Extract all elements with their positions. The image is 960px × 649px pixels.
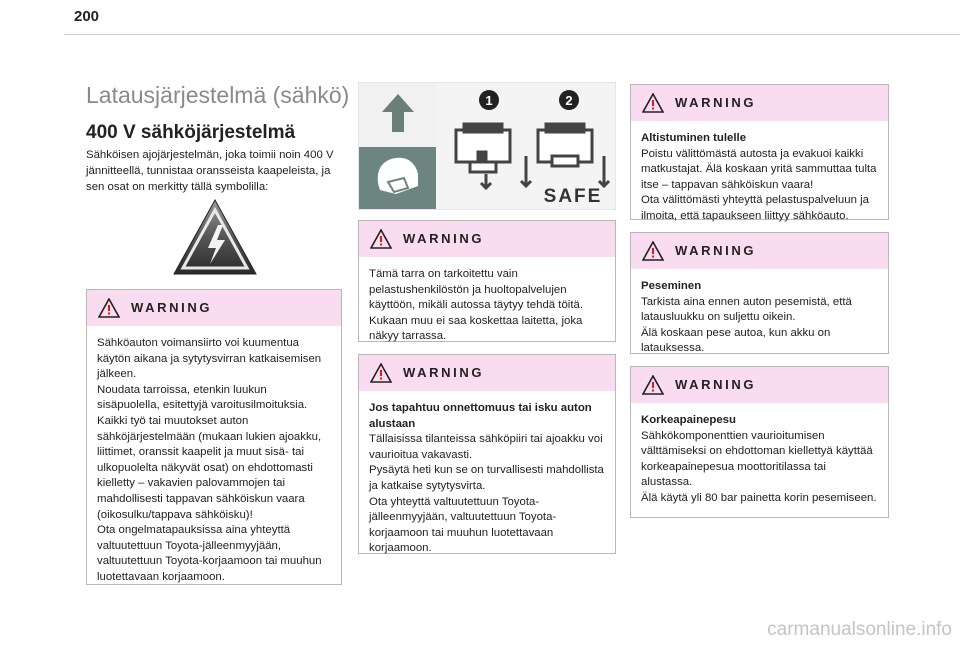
- warning-triangle-icon: [98, 298, 120, 318]
- warning-line: Tämä tarra on tarkoitettu vain pelastushenkilöstön ja huoltopalvelujen käyttöön, mikäli autossa täytyy tehdä töitä.: [369, 268, 584, 312]
- warning-label: WARNING: [403, 231, 485, 246]
- high-voltage-symbol-icon: [172, 198, 258, 276]
- warning-line: Pysäytä heti kun se on turvallisesti mahdollista ja katkaise sytytysvirta.: [369, 464, 604, 492]
- warning-header: [87, 290, 341, 326]
- warning-triangle-icon: [642, 93, 664, 113]
- marker-1: 1: [485, 93, 493, 108]
- warning-header: [631, 367, 888, 403]
- warning-line: Kukaan muu ei saa koskettaa laitetta, joka näkyy tarrassa.: [369, 314, 583, 343]
- watermark: carmanualsonline.info: [767, 619, 952, 640]
- warning-line: Tällaisissa tilanteissa sähköpiiri tai ajoakku voi vaurioitua vakavasti.: [369, 433, 603, 461]
- section-title: Latausjärjestelmä (sähkö): [86, 82, 350, 108]
- warning-body: [631, 269, 888, 365]
- warning-line: Kaikki työ tai muutokset auton sähköjärjestelmään (mukaan lukien ajoakku, liittimet, oranssit kaapelit ja muut sisä- tai ulkopuolelta näkyvät osat) on ehdottomasti kielletty – vakavien palovammojen tai mahdollisesti tappavan sähköiskun vaara (oikosulku/tappava sähköisku)!: [97, 414, 322, 521]
- page-number: 200: [74, 8, 100, 25]
- warning-line: Ota ongelmatapauksissa aina yhteyttä valtuutettuun Toyota-jälleenmyyjään, valtuutettuun Toyota-korjaamoon tai muuhun luotettavaan korjaamoon.: [97, 524, 322, 583]
- intro-text: Sähköisen ajojärjestelmän, joka toimii noin 400 V jännitteellä, tunnistaa oransseista kaapeleista, ja sen osat on merkitty tällä symbolilla:: [86, 149, 334, 193]
- warning-box-4: [630, 84, 889, 220]
- warning-body: [631, 403, 888, 515]
- warning-line: Ota yhteyttä valtuutettuun Toyota-jälleenmyyjään, valtuutettuun Toyota-korjaamoon tai muuhun luotettavaan korjaamoon.: [369, 495, 557, 555]
- warning-label: WARNING: [675, 95, 757, 110]
- warning-box-3: [358, 354, 616, 554]
- warning-line: Noudata tarroissa, etenkin luukun sisäpuolella, esitettyjä varoitusilmoituksia.: [97, 383, 308, 412]
- top-divider: [64, 34, 960, 35]
- warning-body: [359, 257, 615, 353]
- warning-triangle-icon: [370, 363, 392, 383]
- warning-box-1: [86, 289, 342, 585]
- warning-line: Ota välittömästi yhteyttä pelastuspalveluun ja ilmoita, että tapaukseen liittyy sähköauto.: [641, 194, 869, 222]
- warning-triangle-icon: [370, 229, 392, 249]
- warning-header: [359, 221, 615, 257]
- warning-heading: Altistuminen tulelle: [641, 132, 747, 144]
- marker-2: 2: [565, 93, 573, 108]
- warning-label: WARNING: [675, 377, 757, 392]
- warning-body: [359, 391, 615, 565]
- warning-label: WARNING: [675, 243, 757, 258]
- warning-heading: Jos tapahtuu onnettomuus tai isku auton alustaan: [369, 402, 592, 430]
- warning-triangle-icon: [642, 375, 664, 395]
- warning-header: [631, 233, 888, 269]
- warning-line: Älä koskaan pese autoa, kun akku on latauksessa.: [641, 326, 831, 355]
- warning-box-2: [358, 220, 616, 342]
- warning-label: WARNING: [131, 300, 213, 315]
- warning-label: WARNING: [403, 365, 485, 380]
- warning-header: [359, 355, 615, 391]
- safety-label-image: [358, 82, 616, 210]
- warning-triangle-icon: [642, 241, 664, 261]
- warning-body: [631, 121, 888, 233]
- safe-label: SAFE: [543, 186, 603, 207]
- subsection-title: 400 V sähköjärjestelmä: [86, 122, 296, 143]
- warning-line: Tarkista aina ennen auton pesemistä, että latausluukku on suljettu oikein.: [641, 295, 852, 324]
- warning-line: Sähkökomponenttien vaurioitumisen välttämiseksi on ehdottoman kiellettyä käyttää korkeapainepesua moottoritilassa tai alustassa.: [641, 429, 873, 489]
- warning-line: Sähköauton voimansiirto voi kuumentua käytön aikana ja sytytysvirran katkaisemisen jälkeen.: [97, 337, 322, 381]
- warning-box-6: [630, 366, 889, 518]
- warning-heading: Peseminen: [641, 280, 702, 292]
- warning-box-5: [630, 232, 889, 354]
- warning-heading: Korkeapainepesu: [641, 414, 736, 426]
- warning-line: Poistu välittömästä autosta ja evakuoi kaikki matkustajat. Älä koskaan yritä sammuttaa tulta itse – tappavan sähköiskun vaara!: [641, 147, 877, 191]
- warning-body: [87, 326, 341, 594]
- warning-line: Älä käytä yli 80 bar painetta korin pesemiseen.: [641, 491, 877, 504]
- warning-header: [631, 85, 888, 121]
